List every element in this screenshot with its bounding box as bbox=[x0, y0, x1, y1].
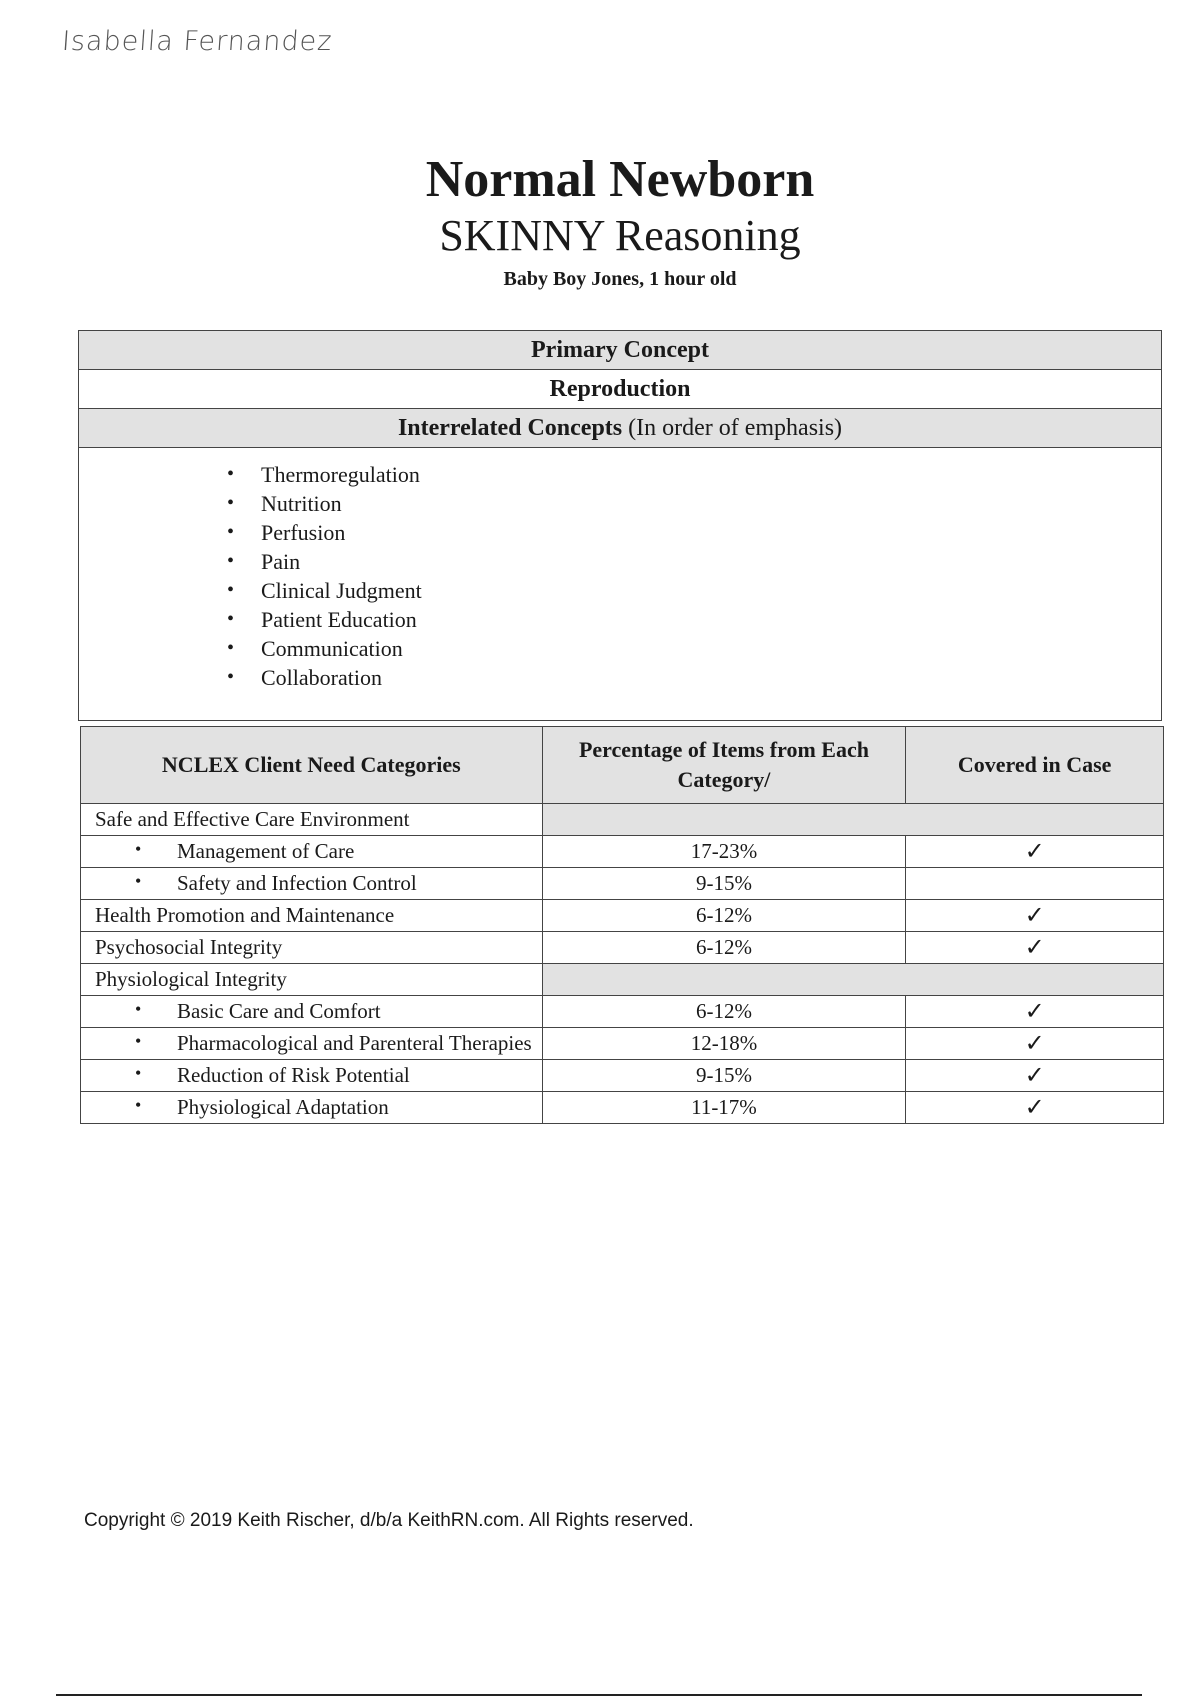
nclex-category-label: Reduction of Risk Potential bbox=[177, 1063, 410, 1087]
nclex-percentage-cell: 9-15% bbox=[542, 868, 906, 900]
nclex-covered-cell bbox=[906, 1060, 1164, 1092]
concept-list-item: • Collaboration bbox=[261, 663, 1161, 692]
primary-concept-heading: Primary Concept bbox=[79, 331, 1162, 370]
check-mark-icon: ✓ bbox=[1024, 935, 1045, 961]
nclex-category-cell: Safe and Effective Care Environment bbox=[81, 804, 543, 836]
nclex-row bbox=[81, 964, 1164, 996]
nclex-header-row bbox=[81, 727, 1164, 804]
nclex-category-cell bbox=[81, 868, 543, 900]
nclex-percentage-header: Percentage of Items from Each Category/ bbox=[542, 727, 906, 804]
nclex-percentage-cell bbox=[542, 964, 906, 996]
nclex-row bbox=[81, 804, 1164, 836]
check-mark-icon: ✓ bbox=[1024, 839, 1045, 865]
nclex-percentage-cell bbox=[542, 804, 906, 836]
check-mark-icon: ✓ bbox=[1024, 1063, 1045, 1089]
check-mark-icon: ✓ bbox=[1024, 999, 1045, 1025]
nclex-category-label: Physiological Adaptation bbox=[177, 1095, 389, 1119]
interrelated-concepts-list bbox=[79, 460, 1161, 692]
nclex-row bbox=[81, 1028, 1164, 1060]
copyright-notice: Copyright © 2019 Keith Rischer, d/b/a KeithRN.com. All Rights reserved. bbox=[84, 1510, 694, 1531]
nclex-category-cell bbox=[81, 836, 543, 868]
bullet-icon: • bbox=[135, 871, 142, 891]
nclex-percentage-cell: 6-12% bbox=[542, 996, 906, 1028]
check-mark-icon: ✓ bbox=[1024, 903, 1045, 929]
concept-list-item: • Perfusion bbox=[261, 518, 1161, 547]
nclex-category-cell bbox=[81, 1060, 543, 1092]
nclex-category-label: Pharmacological and Parenteral Therapies bbox=[177, 1031, 532, 1055]
interrelated-concepts-heading bbox=[79, 409, 1162, 448]
nclex-category-label: Management of Care bbox=[177, 839, 355, 863]
nclex-category-cell: Psychosocial Integrity bbox=[81, 932, 543, 964]
nclex-percentage-cell: 6-12% bbox=[542, 932, 906, 964]
primary-concept-value: Reproduction bbox=[79, 370, 1162, 409]
bullet-icon: • bbox=[135, 1063, 142, 1083]
nclex-covered-cell bbox=[906, 900, 1164, 932]
nclex-category-label: Safety and Infection Control bbox=[177, 871, 417, 895]
title-block bbox=[0, 150, 1200, 291]
concept-list-item: • Patient Education bbox=[261, 605, 1161, 634]
concept-table bbox=[78, 330, 1162, 721]
nclex-row bbox=[81, 1092, 1164, 1124]
page-title: Normal Newborn bbox=[425, 151, 815, 208]
nclex-row bbox=[81, 996, 1164, 1028]
nclex-covered-cell bbox=[906, 836, 1164, 868]
nclex-percentage-cell: 9-15% bbox=[542, 1060, 906, 1092]
bullet-icon: • bbox=[135, 1031, 142, 1051]
interrelated-heading-bold: Interrelated Concepts bbox=[397, 414, 623, 441]
interrelated-heading-note: (In order of emphasis) bbox=[628, 414, 843, 441]
nclex-covered-cell bbox=[906, 964, 1164, 996]
nclex-category-cell bbox=[81, 1092, 543, 1124]
concept-list-item: • Clinical Judgment bbox=[261, 576, 1161, 605]
nclex-category-cell: Physiological Integrity bbox=[81, 964, 543, 996]
nclex-covered-header: Covered in Case bbox=[906, 727, 1164, 804]
concept-list-item: • Pain bbox=[261, 547, 1161, 576]
nclex-category-header: NCLEX Client Need Categories bbox=[81, 727, 543, 804]
concept-list-item: • Thermoregulation bbox=[261, 460, 1161, 489]
bullet-icon: • bbox=[135, 999, 142, 1019]
nclex-covered-cell bbox=[906, 868, 1164, 900]
check-mark-icon: ✓ bbox=[1024, 1095, 1045, 1121]
nclex-percentage-cell: 12-18% bbox=[542, 1028, 906, 1060]
nclex-percentage-cell: 11-17% bbox=[542, 1092, 906, 1124]
nclex-category-label: Basic Care and Comfort bbox=[177, 999, 381, 1023]
nclex-covered-cell bbox=[906, 1092, 1164, 1124]
page-subtitle: SKINNY Reasoning bbox=[439, 211, 801, 260]
interrelated-concepts-list-cell bbox=[79, 448, 1162, 721]
handwritten-name: Isabella Fernandez bbox=[60, 26, 334, 57]
nclex-covered-cell bbox=[906, 996, 1164, 1028]
nclex-row bbox=[81, 1060, 1164, 1092]
bullet-icon: • bbox=[135, 839, 142, 859]
check-mark-icon: ✓ bbox=[1024, 1031, 1045, 1057]
nclex-covered-cell bbox=[906, 1028, 1164, 1060]
bottom-rule bbox=[56, 1694, 1142, 1696]
patient-info: Baby Boy Jones, 1 hour old bbox=[503, 268, 737, 290]
nclex-row bbox=[81, 900, 1164, 932]
nclex-row bbox=[81, 868, 1164, 900]
nclex-percentage-cell: 6-12% bbox=[542, 900, 906, 932]
concept-list-item: • Nutrition bbox=[261, 489, 1161, 518]
nclex-percentage-cell: 17-23% bbox=[542, 836, 906, 868]
nclex-category-cell bbox=[81, 996, 543, 1028]
nclex-table bbox=[80, 726, 1164, 1124]
nclex-row bbox=[81, 836, 1164, 868]
bullet-icon: • bbox=[135, 1095, 142, 1115]
nclex-category-cell bbox=[81, 1028, 543, 1060]
nclex-covered-cell bbox=[906, 804, 1164, 836]
nclex-row bbox=[81, 932, 1164, 964]
nclex-table-body bbox=[81, 804, 1164, 1124]
nclex-category-cell: Health Promotion and Maintenance bbox=[81, 900, 543, 932]
nclex-covered-cell bbox=[906, 932, 1164, 964]
concept-list-item: • Communication bbox=[261, 634, 1161, 663]
